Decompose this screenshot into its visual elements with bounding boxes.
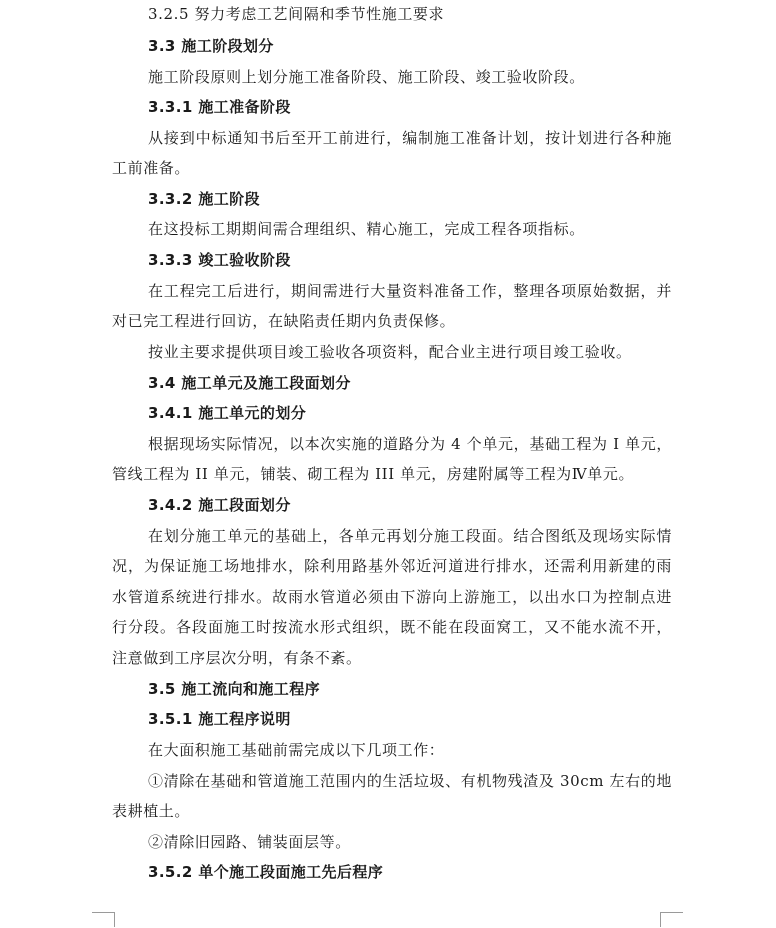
- paragraph-text: 在工程完工后进行，期间需进行大量资料准备工作，整理各项原始数据，并: [148, 282, 672, 300]
- paragraph-text: 按业主要求提供项目竣工验收各项资料，配合业主进行项目竣工验收。: [148, 343, 632, 361]
- heading-3-3-3: 3.3.3 竣工验收阶段: [148, 251, 291, 269]
- paragraph-text: 在大面积施工基础前需完成以下几项工作：: [148, 741, 445, 759]
- heading-3-4-1: 3.4.1 施工单元的划分: [148, 404, 307, 422]
- heading-3-3-2: 3.3.2 施工阶段: [148, 190, 260, 208]
- paragraph-text: 根据现场实际情况，以本次实施的道路分为 4 个单元，基础工程为 I 单元，: [148, 435, 672, 453]
- heading-3-5: 3.5 施工流向和施工程序: [148, 680, 320, 698]
- page-corner-marker-left: [92, 912, 115, 927]
- paragraph-text: 水管道系统进行排水。故雨水管道必须由下游向上游施工，以出水口为控制点进: [112, 588, 672, 606]
- heading-3-3: 3.3 施工阶段划分: [148, 37, 274, 55]
- heading-3-4: 3.4 施工单元及施工段面划分: [148, 374, 351, 392]
- paragraph-text: 管线工程为 II 单元，铺装、砌工程为 III 单元，房建附属等工程为Ⅳ单元。: [112, 465, 635, 483]
- paragraph-text: 况，为保证施工场地排水，除利用路基外邻近河道进行排水，还需利用新建的雨: [112, 557, 672, 575]
- paragraph-text: 工前准备。: [112, 159, 191, 177]
- heading-3-4-2: 3.4.2 施工段面划分: [148, 496, 291, 514]
- page-corner-marker-right: [660, 912, 683, 927]
- list-item-2: ②清除旧园路、铺装面层等。: [148, 833, 351, 851]
- heading-3-5-2: 3.5.2 单个施工段面施工先后程序: [148, 863, 384, 881]
- paragraph-text: 表耕植土。: [112, 802, 191, 820]
- paragraph-text: 从接到中标通知书后至开工前进行，编制施工准备计划，按计划进行各种施: [148, 129, 672, 147]
- list-item-1: ①清除在基础和管道施工范围内的生活垃圾、有机物残渣及 30cm 左右的地: [148, 772, 672, 790]
- paragraph-text: 行分段。各段面施工时按流水形式组织，既不能在段面窝工，又不能水流不开，: [112, 618, 672, 636]
- paragraph-text: 施工阶段原则上划分施工准备阶段、施工阶段、竣工验收阶段。: [148, 68, 585, 86]
- heading-3-3-1: 3.3.1 施工准备阶段: [148, 98, 291, 116]
- heading-3-5-1: 3.5.1 施工程序说明: [148, 710, 291, 728]
- paragraph-text: 对已完工程进行回访，在缺陷责任期内负责保修。: [112, 312, 456, 330]
- subheading-3-2-5: 3.2.5 努力考虑工艺间隔和季节性施工要求: [148, 5, 445, 23]
- paragraph-text: 在这投标工期期间需合理组织、精心施工，完成工程各项指标。: [148, 220, 585, 238]
- paragraph-text: 在划分施工单元的基础上，各单元再划分施工段面。结合图纸及现场实际情: [148, 527, 672, 545]
- paragraph-text: 注意做到工序层次分明，有条不紊。: [112, 649, 362, 667]
